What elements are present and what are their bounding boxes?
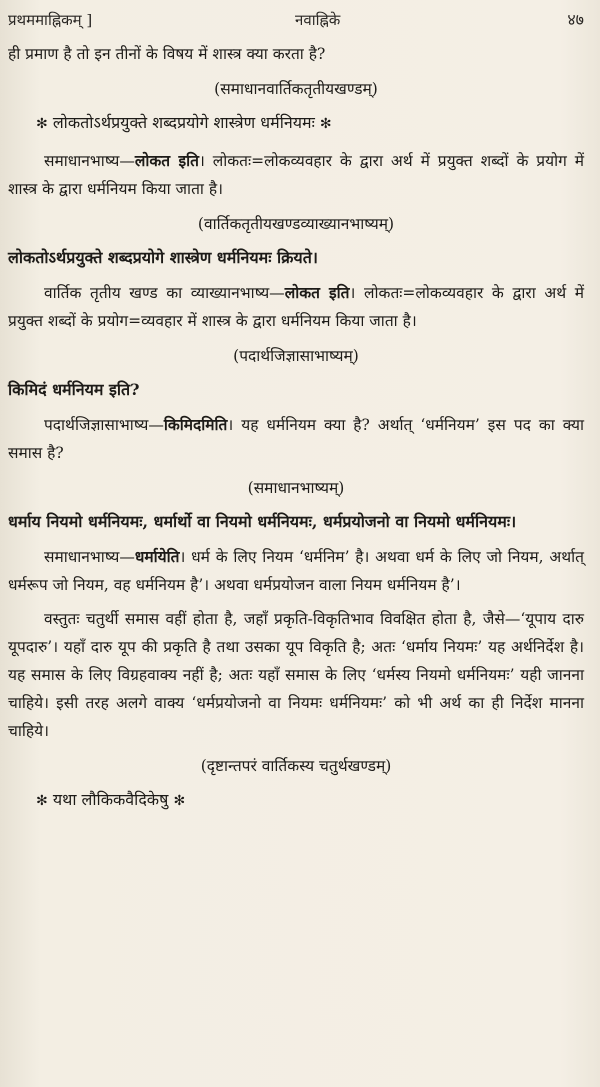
paragraph-4-keyword: किमिदमिति — [163, 415, 228, 434]
section-heading-2: (वार्तिकतृतीयखण्डव्याख्यानभाष्यम्) — [197, 215, 395, 233]
paragraph-4-lead: पदार्थजिज्ञासाभाष्य— — [44, 416, 164, 434]
paragraph-2-body: । लोकतः=लोकव्यवहार के द्वारा अर्थ में प्रयुक्त शब्दों के प्रयोग में शास्त्र के द्वारा धर्मनियम किया जाता है। — [8, 152, 584, 198]
section-heading-3: (पदार्थजिज्ञासाभाष्यम्) — [233, 347, 359, 365]
paragraph-3-body: । लोकतः=लोकव्यवहार के द्वारा अर्थ में प्रयुक्त शब्दों के प्रयोग=व्यवहार में शास्त्र के द्वारा धर्मनियम किया जाता है। — [8, 284, 585, 330]
paragraph-3-keyword: लोकत इति — [284, 283, 350, 302]
paragraph-2-lead: समाधानभाष्य— — [44, 152, 135, 170]
paragraph-5-lead: समाधानभाष्य— — [44, 548, 135, 566]
paragraph-2 — [8, 147, 584, 203]
bhashya-line-2: किमिदं धर्मनियम इति? — [8, 380, 140, 399]
vartika-text-2: यथा लौकिकवैदिकेषु — [52, 790, 169, 809]
paragraph-5-body: । धर्म के लिए नियम ‘धर्मनिम’ है। अथवा धर्म के लिए जो नियम, अर्थात् धर्मरूप जो नियम, वह धर्मनियम है’। अथवा धर्मप्रयोजन वाला नियम धर्मनियम है’। — [8, 548, 584, 594]
running-head — [8, 10, 584, 30]
paragraph-3-lead: वार्तिक तृतीय खण्ड का व्याख्यानभाष्य— — [44, 284, 285, 302]
vartika-line-2 — [8, 785, 584, 816]
paragraph-3 — [8, 279, 584, 335]
paragraph-6: वस्तुतः चतुर्थी समास वहीं होता है, जहाँ प्रकृति-विकृतिभाव विवक्षित होता है, जैसे—‘यूपाय दारु यूपदारु’। यहाँ दारु यूप की प्रकृति है तथा उसका यूप विकृति है; अतः ‘धर्माय नियमः’ यह अर्थनिर्देश है। यह समास के लिए विग्रहवाक्य नहीं है; अतः यहाँ समास के लिए ‘धर्मस्य नियमो धर्मनियमः’ यही जानना चाहिये। इसी तरह अलगे वाक्य ‘धर्मप्रयोजनो वा नियमः धर्मनियमः’ को भी अर्थ का ही निर्देश मानना चाहिये। — [8, 610, 584, 740]
section-heading-4: (समाधानभाष्यम्) — [247, 479, 345, 497]
asterisk-icon: ✻ — [36, 793, 48, 809]
section-heading-5: (दृष्टान्तपरं वार्तिकस्य चतुर्थखण्डम्) — [200, 757, 392, 775]
asterisk-icon: ✻ — [36, 116, 48, 132]
page-number: ४७ — [567, 10, 584, 29]
paragraph-2-keyword: लोकत इति — [134, 151, 199, 170]
paragraph-4-body: । यह धर्मनियम क्या है? अर्थात् ‘धर्मनियम’ इस पद का क्या समास है? — [8, 416, 584, 462]
bhashya-line-3: धर्माय नियमो धर्मनियमः, धर्मार्थो वा नियमो धर्मनियमः, धर्मप्रयोजनो वा नियमो धर्मनियमः। — [8, 512, 517, 531]
running-head-left: प्रथममाह्निकम् ] — [8, 11, 93, 29]
paragraph-5-keyword: धर्मायेति — [134, 547, 180, 566]
vartika-text-1: लोकतोऽर्थप्रयुक्ते शब्दप्रयोगे शास्त्रेण धर्मनियमः — [52, 113, 315, 132]
vartika-line-1 — [8, 108, 584, 139]
asterisk-icon: ✻ — [173, 793, 186, 809]
bhashya-line-1: लोकतोऽर्थप्रयुक्ते शब्दप्रयोगे शास्त्रेण धर्मनियमः क्रियते। — [8, 248, 318, 267]
paragraph-1: ही प्रमाण है तो इन तीनों के विषय में शास्त्र क्या करता है? — [8, 45, 326, 63]
paragraph-5 — [8, 543, 584, 599]
paragraph-4 — [8, 411, 584, 467]
running-head-center: नवाह्निके — [295, 11, 341, 29]
asterisk-icon: ✻ — [319, 116, 332, 132]
section-heading-1: (समाधानवार्तिकतृतीयखण्डम्) — [214, 80, 378, 98]
